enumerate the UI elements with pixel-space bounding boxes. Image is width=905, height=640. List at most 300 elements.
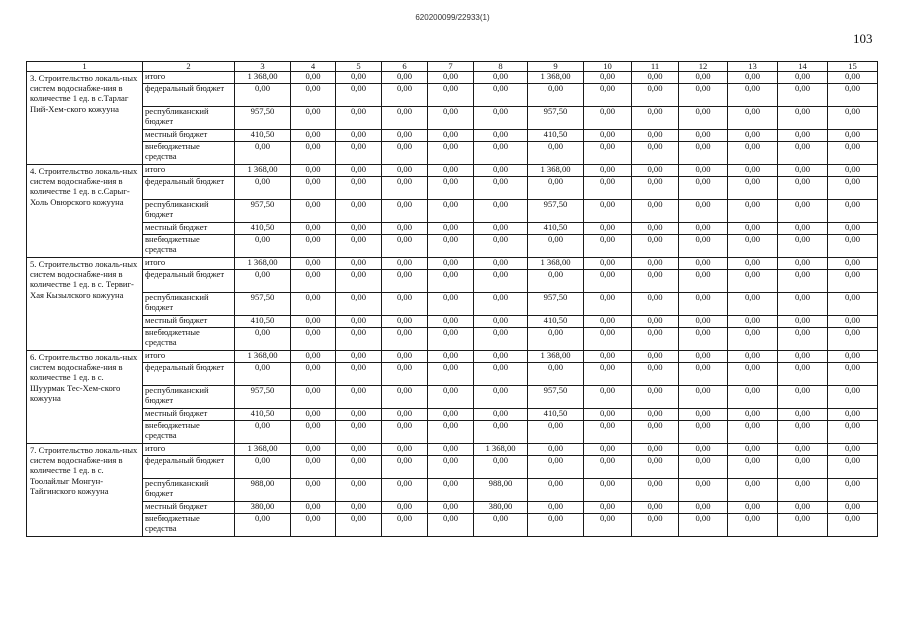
value-cell: 0,00: [428, 84, 474, 107]
value-cell: 0,00: [679, 200, 728, 223]
value-cell: 0,00: [778, 316, 828, 328]
value-cell: 0,00: [336, 386, 382, 409]
value-cell: 0,00: [632, 177, 679, 200]
value-cell: 410,50: [528, 316, 584, 328]
value-cell: 0,00: [428, 444, 474, 456]
value-cell: 0,00: [778, 351, 828, 363]
value-cell: 0,00: [428, 293, 474, 316]
value-cell: 988,00: [235, 479, 291, 502]
table-row: [27, 84, 878, 107]
value-cell: 0,00: [428, 177, 474, 200]
table-row: [27, 421, 878, 444]
value-cell: 0,00: [474, 142, 528, 165]
value-cell: 0,00: [428, 328, 474, 351]
value-cell: 0,00: [584, 130, 632, 142]
value-cell: 0,00: [474, 421, 528, 444]
table-row: [27, 200, 878, 223]
value-cell: 0,00: [291, 72, 336, 84]
value-cell: 0,00: [632, 165, 679, 177]
measure-name: 3. Строительство локаль-ных систем водоснабже-ния в количестве 1 ед. в с.Тарлаг Пий-Хем-ского кожууна: [27, 72, 143, 165]
value-cell: 0,00: [778, 502, 828, 514]
value-cell: 0,00: [828, 270, 878, 293]
value-cell: 0,00: [632, 502, 679, 514]
value-cell: 0,00: [632, 258, 679, 270]
value-cell: 0,00: [728, 84, 778, 107]
value-cell: 0,00: [382, 72, 428, 84]
column-number: 8: [474, 62, 528, 72]
value-cell: 0,00: [291, 456, 336, 479]
value-cell: 0,00: [291, 223, 336, 235]
value-cell: 0,00: [291, 107, 336, 130]
value-cell: 0,00: [336, 270, 382, 293]
column-number: 14: [778, 62, 828, 72]
value-cell: 0,00: [728, 107, 778, 130]
value-cell: 957,50: [235, 107, 291, 130]
value-cell: 0,00: [336, 258, 382, 270]
value-cell: 0,00: [336, 72, 382, 84]
value-cell: 0,00: [778, 421, 828, 444]
value-cell: 0,00: [828, 421, 878, 444]
funding-source: итого: [143, 351, 235, 363]
funding-source: федеральный бюджет: [143, 84, 235, 107]
value-cell: 0,00: [679, 235, 728, 258]
value-cell: 0,00: [778, 363, 828, 386]
table-row: [27, 293, 878, 316]
value-cell: 0,00: [382, 258, 428, 270]
value-cell: 0,00: [474, 165, 528, 177]
value-cell: 0,00: [828, 502, 878, 514]
funding-source: внебюджетные средства: [143, 421, 235, 444]
value-cell: 0,00: [679, 270, 728, 293]
value-cell: 0,00: [291, 270, 336, 293]
value-cell: 0,00: [679, 444, 728, 456]
value-cell: 0,00: [291, 328, 336, 351]
table-row: [27, 258, 878, 270]
value-cell: 0,00: [336, 409, 382, 421]
value-cell: 0,00: [728, 479, 778, 502]
funding-source: итого: [143, 444, 235, 456]
column-number: 11: [632, 62, 679, 72]
value-cell: 0,00: [428, 130, 474, 142]
value-cell: 0,00: [679, 456, 728, 479]
value-cell: 0,00: [584, 177, 632, 200]
value-cell: 0,00: [584, 409, 632, 421]
table-row: [27, 223, 878, 235]
column-number: 5: [336, 62, 382, 72]
column-number: 12: [679, 62, 728, 72]
value-cell: 0,00: [336, 200, 382, 223]
value-cell: 0,00: [584, 479, 632, 502]
value-cell: 0,00: [728, 421, 778, 444]
value-cell: 0,00: [679, 328, 728, 351]
value-cell: 0,00: [828, 316, 878, 328]
value-cell: 0,00: [336, 479, 382, 502]
value-cell: 0,00: [336, 316, 382, 328]
value-cell: 0,00: [632, 444, 679, 456]
value-cell: 0,00: [679, 107, 728, 130]
value-cell: 0,00: [778, 223, 828, 235]
value-cell: 0,00: [632, 293, 679, 316]
value-cell: 0,00: [632, 316, 679, 328]
table-row: [27, 502, 878, 514]
funding-source: итого: [143, 72, 235, 84]
value-cell: 0,00: [474, 293, 528, 316]
measure-name: 7. Строительство локаль-ных систем водоснабже-ния в количестве 1 ед. в с. Тоолайлыг Монгун-Тайгинского кожууна: [27, 444, 143, 537]
value-cell: 0,00: [382, 142, 428, 165]
value-cell: 410,50: [528, 223, 584, 235]
value-cell: 0,00: [778, 130, 828, 142]
value-cell: 0,00: [728, 177, 778, 200]
value-cell: 0,00: [336, 84, 382, 107]
value-cell: 0,00: [728, 235, 778, 258]
funding-source: федеральный бюджет: [143, 177, 235, 200]
value-cell: 0,00: [584, 223, 632, 235]
value-cell: 0,00: [828, 142, 878, 165]
value-cell: 0,00: [728, 72, 778, 84]
funding-source: внебюджетные средства: [143, 328, 235, 351]
value-cell: 0,00: [235, 421, 291, 444]
funding-source: федеральный бюджет: [143, 270, 235, 293]
value-cell: 0,00: [336, 328, 382, 351]
value-cell: 0,00: [728, 223, 778, 235]
value-cell: 1 368,00: [474, 444, 528, 456]
value-cell: 0,00: [528, 270, 584, 293]
column-number-row: [27, 62, 878, 72]
value-cell: 0,00: [528, 444, 584, 456]
value-cell: 0,00: [632, 84, 679, 107]
value-cell: 0,00: [828, 200, 878, 223]
value-cell: 0,00: [828, 235, 878, 258]
value-cell: 0,00: [632, 235, 679, 258]
value-cell: 0,00: [336, 177, 382, 200]
value-cell: 0,00: [778, 258, 828, 270]
value-cell: 0,00: [584, 351, 632, 363]
value-cell: 0,00: [584, 270, 632, 293]
value-cell: 957,50: [528, 293, 584, 316]
value-cell: 0,00: [382, 107, 428, 130]
value-cell: 0,00: [291, 363, 336, 386]
value-cell: 0,00: [679, 502, 728, 514]
column-number: 9: [528, 62, 584, 72]
value-cell: 410,50: [235, 316, 291, 328]
column-number: 15: [828, 62, 878, 72]
value-cell: 0,00: [428, 142, 474, 165]
value-cell: 0,00: [828, 351, 878, 363]
value-cell: 0,00: [632, 351, 679, 363]
value-cell: 0,00: [474, 258, 528, 270]
value-cell: 0,00: [428, 165, 474, 177]
table-row: [27, 351, 878, 363]
value-cell: 0,00: [235, 514, 291, 537]
value-cell: 0,00: [632, 130, 679, 142]
value-cell: 0,00: [632, 223, 679, 235]
funding-source: республиканский бюджет: [143, 386, 235, 409]
column-number: 10: [584, 62, 632, 72]
table-row: [27, 177, 878, 200]
value-cell: 0,00: [382, 270, 428, 293]
value-cell: 0,00: [382, 479, 428, 502]
funding-source: республиканский бюджет: [143, 200, 235, 223]
value-cell: 0,00: [382, 223, 428, 235]
value-cell: 0,00: [336, 514, 382, 537]
table-row: [27, 456, 878, 479]
value-cell: 0,00: [474, 386, 528, 409]
value-cell: 0,00: [382, 421, 428, 444]
value-cell: 0,00: [235, 142, 291, 165]
value-cell: 0,00: [828, 72, 878, 84]
value-cell: 0,00: [474, 328, 528, 351]
table-row: [27, 386, 878, 409]
value-cell: 0,00: [528, 421, 584, 444]
value-cell: 410,50: [528, 409, 584, 421]
value-cell: 0,00: [584, 72, 632, 84]
funding-source: внебюджетные средства: [143, 235, 235, 258]
value-cell: 1 368,00: [235, 444, 291, 456]
value-cell: 0,00: [291, 386, 336, 409]
value-cell: 0,00: [291, 479, 336, 502]
funding-source: республиканский бюджет: [143, 479, 235, 502]
value-cell: 0,00: [428, 316, 474, 328]
value-cell: 0,00: [679, 142, 728, 165]
funding-source: федеральный бюджет: [143, 456, 235, 479]
value-cell: 0,00: [632, 107, 679, 130]
table-row: [27, 165, 878, 177]
value-cell: 0,00: [778, 456, 828, 479]
value-cell: 957,50: [235, 386, 291, 409]
value-cell: 0,00: [474, 409, 528, 421]
value-cell: 0,00: [474, 72, 528, 84]
column-number: 13: [728, 62, 778, 72]
value-cell: 0,00: [679, 258, 728, 270]
value-cell: 0,00: [528, 363, 584, 386]
value-cell: 0,00: [828, 328, 878, 351]
table-row: [27, 514, 878, 537]
value-cell: 0,00: [828, 223, 878, 235]
value-cell: 0,00: [828, 177, 878, 200]
value-cell: 0,00: [584, 421, 632, 444]
value-cell: 0,00: [474, 130, 528, 142]
value-cell: 0,00: [382, 363, 428, 386]
column-number: 7: [428, 62, 474, 72]
value-cell: 0,00: [428, 200, 474, 223]
value-cell: 0,00: [584, 328, 632, 351]
value-cell: 0,00: [828, 130, 878, 142]
value-cell: 0,00: [291, 130, 336, 142]
value-cell: 0,00: [528, 235, 584, 258]
value-cell: 0,00: [428, 502, 474, 514]
funding-source: внебюджетные средства: [143, 142, 235, 165]
value-cell: 0,00: [528, 142, 584, 165]
value-cell: 0,00: [584, 386, 632, 409]
value-cell: 0,00: [382, 328, 428, 351]
value-cell: 0,00: [382, 444, 428, 456]
value-cell: 0,00: [382, 200, 428, 223]
value-cell: 1 368,00: [528, 258, 584, 270]
value-cell: 0,00: [428, 270, 474, 293]
value-cell: 0,00: [474, 514, 528, 537]
value-cell: 0,00: [291, 258, 336, 270]
value-cell: 0,00: [728, 316, 778, 328]
table-row: [27, 107, 878, 130]
value-cell: 0,00: [291, 177, 336, 200]
value-cell: 0,00: [778, 444, 828, 456]
value-cell: 0,00: [474, 456, 528, 479]
value-cell: 0,00: [382, 351, 428, 363]
value-cell: 0,00: [728, 270, 778, 293]
table-row: [27, 409, 878, 421]
value-cell: 0,00: [778, 514, 828, 537]
value-cell: 410,50: [235, 223, 291, 235]
funding-source: внебюджетные средства: [143, 514, 235, 537]
value-cell: 0,00: [728, 444, 778, 456]
value-cell: 0,00: [428, 456, 474, 479]
value-cell: 0,00: [584, 456, 632, 479]
value-cell: 0,00: [584, 235, 632, 258]
value-cell: 0,00: [382, 293, 428, 316]
value-cell: 1 368,00: [528, 165, 584, 177]
value-cell: 0,00: [382, 235, 428, 258]
value-cell: 0,00: [679, 316, 728, 328]
value-cell: 0,00: [291, 421, 336, 444]
value-cell: 0,00: [291, 409, 336, 421]
value-cell: 0,00: [632, 328, 679, 351]
funding-source: местный бюджет: [143, 223, 235, 235]
value-cell: 0,00: [382, 502, 428, 514]
value-cell: 0,00: [428, 421, 474, 444]
column-number: 6: [382, 62, 428, 72]
value-cell: 0,00: [428, 386, 474, 409]
value-cell: 0,00: [679, 386, 728, 409]
funding-source: местный бюджет: [143, 409, 235, 421]
value-cell: 0,00: [474, 107, 528, 130]
value-cell: 0,00: [382, 165, 428, 177]
value-cell: 0,00: [728, 130, 778, 142]
value-cell: 1 368,00: [528, 72, 584, 84]
value-cell: 0,00: [679, 514, 728, 537]
value-cell: 380,00: [235, 502, 291, 514]
table-row: [27, 130, 878, 142]
value-cell: 957,50: [528, 386, 584, 409]
value-cell: 0,00: [778, 328, 828, 351]
value-cell: 0,00: [828, 444, 878, 456]
table-row: [27, 270, 878, 293]
value-cell: 0,00: [336, 165, 382, 177]
value-cell: 0,00: [382, 386, 428, 409]
funding-source: федеральный бюджет: [143, 363, 235, 386]
value-cell: 0,00: [828, 258, 878, 270]
value-cell: 0,00: [428, 479, 474, 502]
value-cell: 0,00: [728, 293, 778, 316]
value-cell: 0,00: [584, 363, 632, 386]
value-cell: 0,00: [428, 223, 474, 235]
value-cell: 0,00: [778, 165, 828, 177]
value-cell: 0,00: [584, 84, 632, 107]
value-cell: 0,00: [291, 351, 336, 363]
value-cell: 0,00: [778, 479, 828, 502]
value-cell: 0,00: [778, 409, 828, 421]
table-row: [27, 444, 878, 456]
value-cell: 0,00: [778, 293, 828, 316]
value-cell: 0,00: [336, 293, 382, 316]
value-cell: 0,00: [382, 177, 428, 200]
value-cell: 0,00: [778, 142, 828, 165]
value-cell: 0,00: [679, 293, 728, 316]
value-cell: 0,00: [828, 456, 878, 479]
value-cell: 0,00: [336, 223, 382, 235]
value-cell: 0,00: [474, 270, 528, 293]
value-cell: 0,00: [728, 351, 778, 363]
value-cell: 0,00: [778, 235, 828, 258]
value-cell: 0,00: [679, 165, 728, 177]
value-cell: 0,00: [679, 363, 728, 386]
value-cell: 0,00: [474, 200, 528, 223]
value-cell: 0,00: [632, 479, 679, 502]
value-cell: 0,00: [291, 502, 336, 514]
value-cell: 0,00: [828, 165, 878, 177]
funding-source: итого: [143, 258, 235, 270]
column-number: 2: [143, 62, 235, 72]
value-cell: 0,00: [382, 84, 428, 107]
value-cell: 0,00: [336, 502, 382, 514]
value-cell: 0,00: [474, 363, 528, 386]
value-cell: 0,00: [428, 235, 474, 258]
value-cell: 0,00: [584, 200, 632, 223]
table-row: [27, 316, 878, 328]
value-cell: 0,00: [584, 142, 632, 165]
value-cell: 0,00: [528, 479, 584, 502]
table-row: [27, 72, 878, 84]
funding-source: местный бюджет: [143, 316, 235, 328]
value-cell: 0,00: [728, 386, 778, 409]
value-cell: 0,00: [679, 72, 728, 84]
value-cell: 0,00: [584, 514, 632, 537]
table-row: [27, 363, 878, 386]
value-cell: 0,00: [382, 514, 428, 537]
value-cell: 0,00: [778, 270, 828, 293]
value-cell: 988,00: [474, 479, 528, 502]
value-cell: 0,00: [528, 514, 584, 537]
value-cell: 0,00: [828, 107, 878, 130]
value-cell: 0,00: [728, 165, 778, 177]
value-cell: 0,00: [632, 386, 679, 409]
value-cell: 0,00: [728, 502, 778, 514]
document-id: 620200099/22933(1): [415, 13, 490, 22]
value-cell: 1 368,00: [235, 258, 291, 270]
value-cell: 0,00: [291, 235, 336, 258]
column-number: 1: [27, 62, 143, 72]
value-cell: 0,00: [632, 409, 679, 421]
value-cell: 0,00: [474, 316, 528, 328]
value-cell: 0,00: [584, 316, 632, 328]
value-cell: 0,00: [728, 142, 778, 165]
value-cell: 380,00: [474, 502, 528, 514]
value-cell: 0,00: [382, 130, 428, 142]
value-cell: 0,00: [632, 456, 679, 479]
value-cell: 0,00: [291, 316, 336, 328]
value-cell: 0,00: [428, 363, 474, 386]
value-cell: 0,00: [632, 142, 679, 165]
value-cell: 0,00: [778, 386, 828, 409]
value-cell: 0,00: [291, 165, 336, 177]
value-cell: 0,00: [528, 177, 584, 200]
value-cell: 1 368,00: [235, 72, 291, 84]
value-cell: 1 368,00: [528, 351, 584, 363]
value-cell: 0,00: [728, 328, 778, 351]
value-cell: 0,00: [235, 363, 291, 386]
value-cell: 0,00: [778, 72, 828, 84]
value-cell: 957,50: [235, 200, 291, 223]
value-cell: 0,00: [336, 130, 382, 142]
